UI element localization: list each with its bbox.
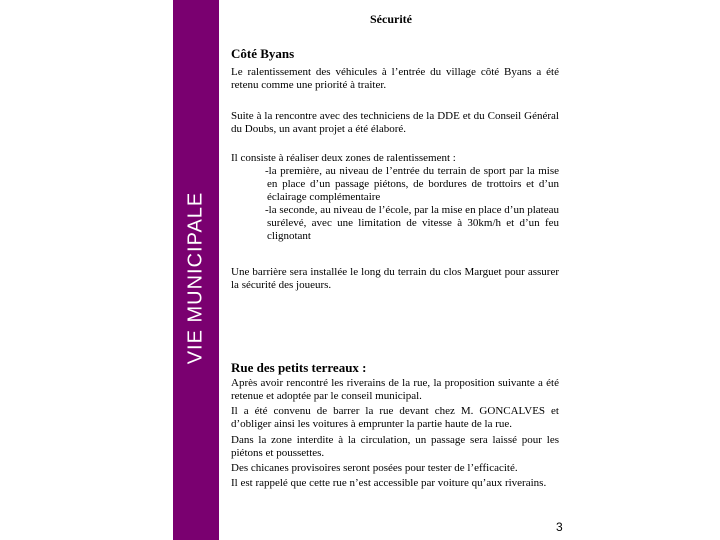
paragraph: Il a été convenu de barrer la rue devant chez M. GONCALVES et d’obliger ainsi les voitures à emprunter la partie haute de la rue. [231,405,559,430]
list-intro: Il consiste à réaliser deux zones de ralentissement : [231,152,456,164]
paragraph: Suite à la rencontre avec des techniciens de la DDE et du Conseil Général du Doubs, un avant projet a été élaboré. [231,110,559,135]
paragraph: Il est rappelé que cette rue n’est accessible par voiture qu’aux riverains. [231,477,547,489]
section-heading-terreaux: Rue des petits terreaux : [231,360,367,375]
zones-list [231,152,559,243]
paragraph: Des chicanes provisoires seront posées pour tester de l’efficacité. [231,462,518,474]
paragraph: Après avoir rencontré les riverains de la rue, la proposition suivante a été retenue et adoptée par le conseil municipal. [231,377,559,402]
paragraph: Une barrière sera installée le long du terrain du clos Marguet pour assurer la sécurité des joueurs. [231,266,559,291]
paragraph: Le ralentissement des véhicules à l’entrée du village côté Byans a été retenu comme une priorité à traiter. [231,66,559,91]
page-number: 3 [556,520,563,534]
page-title: Sécurité [370,12,412,26]
sidebar-label: VIE MUNICIPALE [184,191,207,365]
list-item: -la première, au niveau de l’entrée du terrain de sport par la mise en place d’un passage piétons, de bordures de trottoirs et d’un éclairage complémentaire [265,165,559,203]
paragraph: Dans la zone interdite à la circulation, un passage sera laissé pour les piétons et poussettes. [231,434,559,459]
list-item: -la seconde, au niveau de l’école, par la mise en place d’un plateau surélevé, avec une limitation de vitesse à 30km/h et d’un feu clignotant [265,204,559,242]
section-heading-byans: Côté Byans [231,46,295,61]
